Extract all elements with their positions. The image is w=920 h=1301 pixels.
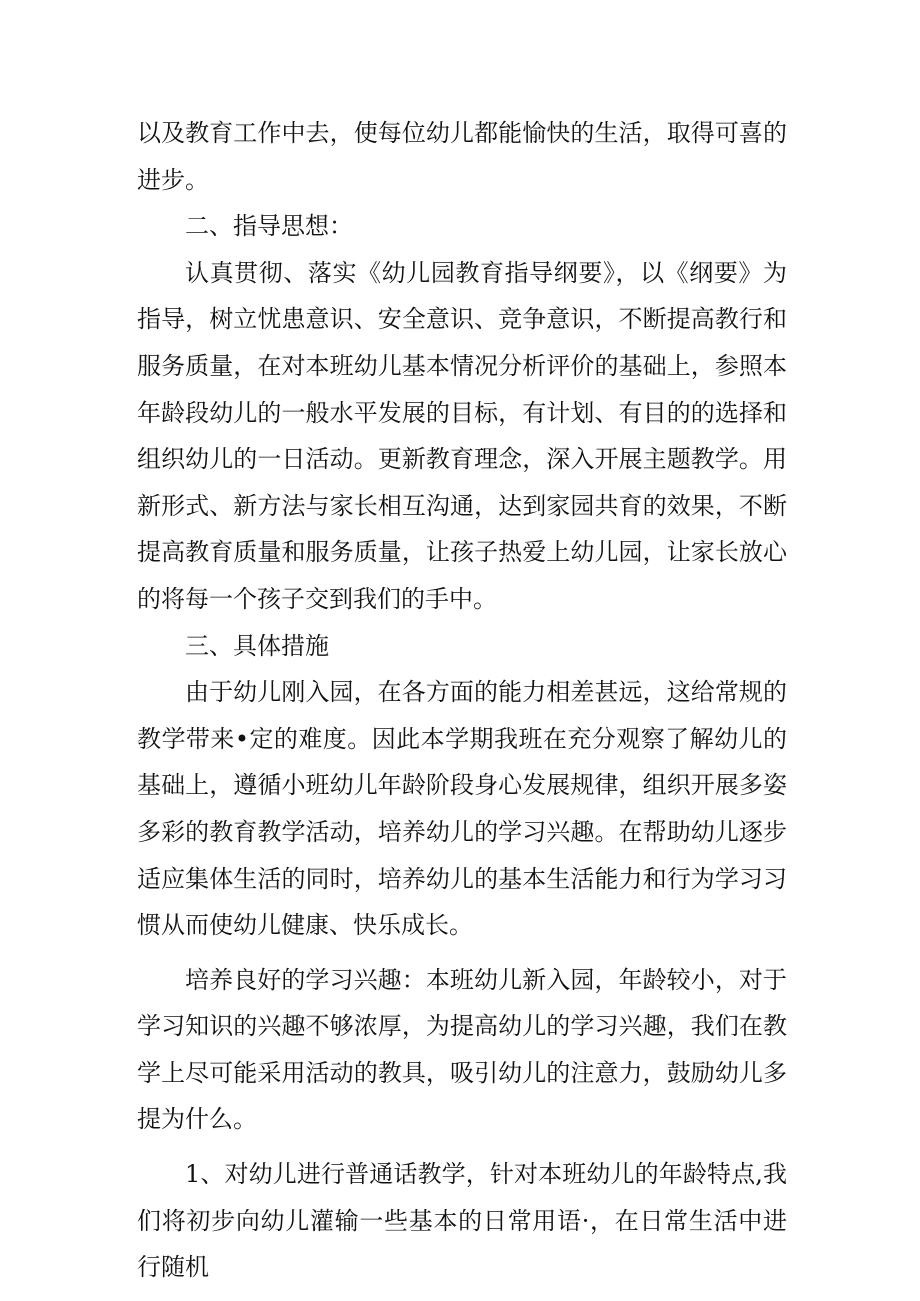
section-heading-guiding-ideology: 二、指导思想： bbox=[185, 212, 353, 241]
paragraph-continuation: 以及教育工作中去，使每位幼儿都能愉快的生活，取得可喜的进步。 bbox=[137, 119, 787, 194]
paragraph-guiding-ideology: 认真贯彻、落实《幼儿园教育指导纲要》，以《纲要》为指导，树立忧患意识、安全意识、竞争意识，不断提高教行和服务质量，在对本班幼儿基本情况分析评价的基础上，参照本年龄段幼儿的一般水平发展的目标，有计划、有目的的选择和组织幼儿的一日活动。更新教育理念，深入开展主题教学。用新形式、新方法与家长相互沟通，达到家园共育的效果，不断提高教育质量和服务质量，让孩子热爱上幼儿园，让家长放心的将每一个孩子交到我们的手中。 bbox=[137, 258, 787, 613]
document-body bbox=[137, 110, 787, 1291]
paragraph-learning-interest: 培养良好的学习兴趣：本班幼儿新入园，年龄较小，对于学习知识的兴趣不够浓厚，为提高幼儿的学习兴趣，我们在教学上尽可能采用活动的教具，吸引幼儿的注意力，鼓励幼儿多提为什么。 bbox=[137, 965, 787, 1134]
paragraph-specific-measures: 由于幼儿刚入园，在各方面的能力相差甚远，这给常规的教学带来•定的难度。因此本学期我班在充分观察了解幼儿的基础上，遵循小班幼儿年龄阶段身心发展规律，组织开展多姿多彩的教育教学活动，培养幼儿的学习兴趣。在帮助幼儿逐步适应集体生活的同时，培养幼儿的基本生活能力和行为学习习惯从而使幼儿健康、快乐成长。 bbox=[137, 678, 787, 940]
paragraph-mandarin-teaching: 1、对幼儿进行普通话教学，针对本班幼儿的年龄特点,我们将初步向幼儿灌输一些基本的日常用语·，在日常生活中进行随机 bbox=[137, 1160, 787, 1282]
section-heading-specific-measures: 三、具体措施 bbox=[185, 631, 329, 660]
